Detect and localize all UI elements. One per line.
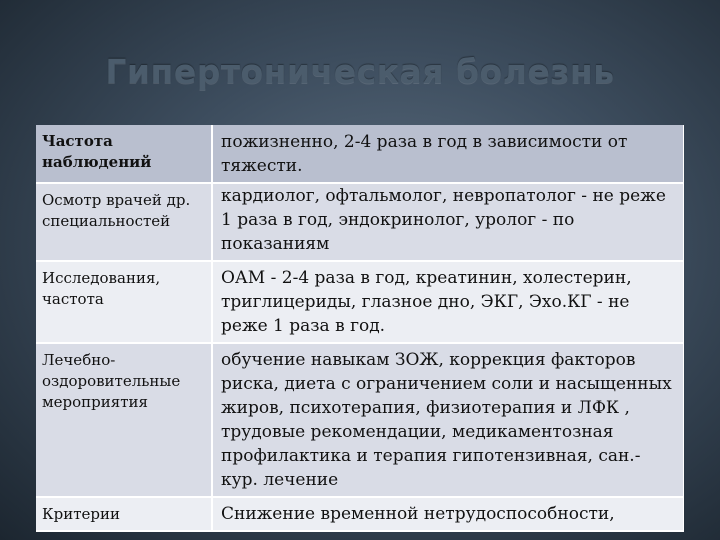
table-row: [36, 183, 684, 261]
row-label-criteria: Критерии: [36, 497, 212, 531]
row-label-frequency: Частота наблюдений: [36, 125, 212, 183]
table-row: [36, 343, 684, 497]
table-row: [36, 261, 684, 343]
table-row: [36, 497, 684, 531]
slide-title: Гипертоническая болезнь: [105, 52, 615, 91]
monitoring-table: [36, 125, 684, 532]
row-label-tests: Исследования, частота: [36, 261, 212, 343]
row-value-treatment: обучение навыкам ЗОЖ, коррекция факторов риска, диета с ограничением соли и насыщенных жиров, психотерапия, физиотерапия и ЛФК , трудовые рекомендации, медикаментозная профилактика и терапия гипотензивная, сан.-кур. лечение: [212, 343, 684, 497]
row-value-tests: ОАМ - 2-4 раза в год, креатинин, холестерин, триглицериды, глазное дно, ЭКГ, Эхо.КГ - не реже 1 раза в год.: [212, 261, 684, 343]
row-label-specialists: Осмотр врачей др. специальностей: [36, 183, 212, 261]
monitoring-table-container: [36, 125, 684, 540]
row-value-specialists: кардиолог, офтальмолог, невропатолог - не реже 1 раза в год, эндокринолог, уролог - по показаниям: [212, 183, 684, 261]
row-label-treatment: Лечебно-оздоровительные мероприятия: [36, 343, 212, 497]
row-value-criteria: Снижение временной нетрудоспособности,: [212, 497, 684, 531]
row-value-frequency: пожизненно, 2-4 раза в год в зависимости от тяжести.: [212, 125, 684, 183]
table-header-row: [36, 125, 684, 183]
